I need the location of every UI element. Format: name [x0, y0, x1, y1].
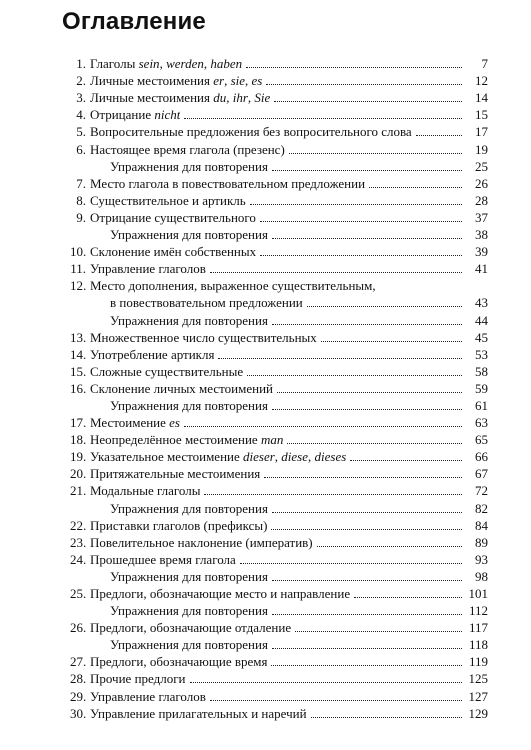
toc-entry[interactable] [70, 259, 488, 276]
toc-entry-page: 125 [468, 671, 488, 687]
toc-entry-title: Упражнения для повторения [110, 637, 268, 653]
toc-entry-page: 39 [475, 244, 488, 260]
toc-entry-title: в повествовательном предложении [110, 295, 303, 311]
dot-leader [190, 682, 462, 683]
toc-entry-page: 93 [475, 551, 488, 567]
dot-leader [272, 170, 462, 171]
toc-entry-page: 118 [468, 637, 488, 653]
toc-entry[interactable] [70, 105, 488, 122]
dot-leader [250, 204, 462, 205]
toc-entry-title: Склонение личных местоимений [90, 380, 273, 396]
dot-leader [295, 631, 462, 632]
toc-entry[interactable] [70, 447, 488, 464]
toc-entry-page: 45 [475, 329, 488, 345]
dot-leader [272, 614, 462, 615]
toc-entry-title: Упражнения для повторения [110, 312, 268, 328]
dot-leader [369, 187, 462, 188]
toc-entry-page: 117 [468, 620, 488, 636]
toc-entry[interactable] [70, 464, 488, 481]
toc-entry[interactable] [70, 139, 488, 156]
toc-entry-number: 9. [76, 209, 86, 225]
toc-entry-number: 2. [76, 73, 86, 89]
dot-leader [260, 255, 462, 256]
toc-entry[interactable] [70, 498, 488, 515]
toc-entry-page: 101 [468, 586, 488, 601]
toc-entry-title: Упражнения для повторения [110, 500, 268, 516]
toc-entry-title: Отрицание nicht [90, 107, 181, 123]
toc-entry-number: 24. [70, 551, 87, 567]
toc-entry-title: Место дополнения, выраженное существительным, [90, 278, 376, 294]
dot-leader [311, 717, 462, 718]
toc-entry-number: 21. [70, 483, 87, 499]
toc-entry-page: 63 [475, 415, 488, 431]
toc-entry-page: 65 [475, 432, 488, 448]
toc-entry-title: Употребление артикля [90, 346, 215, 362]
toc-entry-page: 119 [468, 654, 488, 670]
toc-entry-number: 29. [70, 688, 87, 704]
toc-entry-number: 8. [76, 192, 86, 208]
toc-entry-page: 38 [475, 227, 488, 243]
toc-entry-number: 25. [70, 586, 87, 601]
toc-entry-page: 66 [475, 449, 488, 465]
toc-entry-title: Приставки глаголов (префиксы) [90, 517, 268, 533]
toc-entry-page: 53 [475, 346, 488, 362]
dot-leader [354, 597, 462, 598]
toc-entry-number: 17. [70, 415, 87, 431]
toc-entry-number: 26. [70, 620, 87, 636]
toc-entry[interactable] [70, 686, 488, 703]
dot-leader [272, 580, 462, 581]
toc-entry[interactable] [70, 584, 488, 601]
toc-entry-number: 6. [76, 141, 86, 157]
toc-entry-title: Притяжательные местоимения [90, 466, 261, 482]
toc-entry[interactable] [70, 430, 488, 447]
toc-entry-title: Предлоги, обозначающие время [90, 654, 268, 670]
toc-entry[interactable] [70, 533, 488, 550]
toc-entry[interactable] [70, 362, 488, 379]
toc-entry-number: 22. [70, 517, 87, 533]
dot-leader [247, 375, 462, 376]
toc-entry-title: Прочие предлоги [90, 671, 186, 687]
dot-leader [272, 324, 462, 325]
toc-entry-page: 43 [475, 295, 488, 311]
toc-entry-number: 13. [70, 329, 87, 345]
toc-entry-title: Личные местоимения du, ihr, Sie [90, 90, 271, 106]
toc-entry-title: Склонение имён собственных [90, 244, 257, 260]
toc-entry-number: 1. [76, 56, 86, 72]
toc-entry-title: Предлоги, обозначающие место и направление [90, 586, 351, 601]
toc-entry[interactable] [70, 328, 488, 345]
toc-entry[interactable] [70, 601, 488, 618]
toc-entry-title: Прошедшее время глагола [90, 551, 236, 567]
toc-entry[interactable] [70, 293, 488, 310]
toc-entry-title: Управление глаголов [90, 261, 206, 277]
toc-entry-title: Упражнения для повторения [110, 158, 268, 174]
toc-entry[interactable] [70, 242, 488, 259]
toc-entry-title: Глаголы sein, werden, haben [90, 56, 243, 72]
toc-entry-number: 19. [70, 449, 87, 465]
toc-entry-page: 37 [475, 209, 488, 225]
toc-entry[interactable] [70, 276, 488, 293]
dot-leader [210, 700, 462, 701]
toc-entry-title: Управление глаголов [90, 688, 206, 704]
toc-entry[interactable] [70, 567, 488, 584]
dot-leader [277, 392, 462, 393]
toc-entry-number: 30. [70, 705, 87, 721]
dot-leader [260, 221, 462, 222]
toc-entry[interactable] [70, 379, 488, 396]
toc-entry-number: 11. [70, 261, 86, 277]
toc-entry-page: 67 [475, 466, 488, 482]
toc-entry-page: 19 [475, 141, 488, 157]
toc-entry[interactable] [70, 481, 488, 498]
toc-entry-title: Указательное местоимение dieser, diese, dieses [90, 449, 347, 465]
toc-entry[interactable] [70, 88, 488, 105]
toc-entry-page: 127 [468, 688, 488, 704]
dot-leader [307, 306, 462, 307]
dot-leader [287, 443, 462, 444]
toc-entry[interactable] [70, 704, 488, 721]
dot-leader [246, 67, 462, 68]
toc-entry-title: Модальные глаголы [90, 483, 201, 499]
toc-entry-number: 16. [70, 380, 87, 396]
toc-entry-page: 25 [475, 158, 488, 174]
toc-entry[interactable] [70, 208, 488, 225]
toc-entry-page: 129 [468, 705, 488, 721]
toc-entry-number: 27. [70, 654, 87, 670]
toc-entry-page: 59 [475, 380, 488, 396]
dot-leader [184, 426, 462, 427]
dot-leader [289, 153, 462, 154]
toc-entry-title: Место глагола в повествовательном предложении [90, 175, 366, 191]
dot-leader [271, 665, 462, 666]
toc-entry-title: Неопределённое местоимение man [90, 432, 284, 448]
toc-entry-title: Упражнения для повторения [110, 397, 268, 413]
dot-leader [204, 494, 462, 495]
dot-leader [271, 529, 462, 530]
toc-entry-title: Существительное и артикль [90, 192, 246, 208]
toc-entry-page: 112 [468, 603, 488, 619]
page-title: Оглавление [62, 8, 206, 35]
toc-entry[interactable] [70, 174, 488, 191]
toc-entry-number: 3. [76, 90, 86, 106]
dot-leader [350, 460, 462, 461]
toc-entry-page: 98 [475, 568, 488, 584]
toc-entry-title: Множественное число существительных [90, 329, 317, 345]
toc-entry-title: Управление прилагательных и наречий [90, 705, 307, 721]
toc-entry[interactable] [70, 396, 488, 413]
toc-entry-page: 17 [475, 124, 488, 140]
toc-entry[interactable] [70, 669, 488, 686]
toc-entry-page: 28 [475, 192, 488, 208]
toc-entry-page: 61 [475, 397, 488, 413]
toc-entry-number: 7. [76, 175, 86, 191]
toc-entry[interactable] [70, 550, 488, 567]
toc-entry-number: 10. [70, 244, 87, 260]
toc-entry-title: Упражнения для повторения [110, 568, 268, 584]
toc-entry-number: 5. [76, 124, 86, 140]
toc-entry-page: 15 [475, 107, 488, 123]
toc-entry-title: Упражнения для повторения [110, 603, 268, 619]
toc-entry-title: Вопросительные предложения без вопросительного слова [90, 124, 412, 140]
toc-entry-page: 26 [475, 175, 488, 191]
toc-entry[interactable] [70, 191, 488, 208]
toc-entry[interactable] [70, 54, 488, 71]
toc-entry-number: 28. [70, 671, 87, 687]
table-of-contents [70, 54, 488, 721]
toc-entry[interactable] [70, 157, 488, 174]
toc-entry-number: 4. [76, 107, 86, 123]
toc-entry-page: 82 [475, 500, 488, 516]
dot-leader [218, 358, 462, 359]
toc-entry-page: 72 [475, 483, 488, 499]
toc-entry-title: Предлоги, обозначающие отдаление [90, 620, 292, 636]
toc-entry-title: Личные местоимения er, sie, es [90, 73, 263, 89]
dot-leader [272, 409, 462, 410]
toc-entry[interactable] [70, 413, 488, 430]
toc-entry-page: 89 [475, 534, 488, 550]
toc-entry-page: 41 [475, 261, 488, 277]
toc-entry-page: 58 [475, 363, 488, 379]
toc-entry-page: 12 [475, 73, 488, 89]
toc-entry-title: Местоимение es [90, 415, 180, 431]
toc-entry-page: 7 [481, 56, 488, 72]
toc-entry[interactable] [70, 345, 488, 362]
dot-leader [272, 238, 462, 239]
toc-entry-page: 14 [475, 90, 488, 106]
toc-entry-number: 20. [70, 466, 87, 482]
dot-leader [272, 512, 462, 513]
toc-entry[interactable] [70, 618, 488, 635]
toc-entry[interactable] [70, 516, 488, 533]
toc-entry[interactable] [70, 310, 488, 327]
toc-entry[interactable] [70, 225, 488, 242]
dot-leader [264, 477, 462, 478]
toc-entry-page: 84 [475, 517, 488, 533]
toc-entry[interactable] [70, 122, 488, 139]
toc-entry[interactable] [70, 652, 488, 669]
dot-leader [321, 341, 462, 342]
dot-leader [184, 118, 462, 119]
toc-entry-title: Сложные существительные [90, 363, 244, 379]
dot-leader [416, 135, 462, 136]
toc-entry-number: 18. [70, 432, 87, 448]
dot-leader [266, 84, 462, 85]
dot-leader [317, 546, 462, 547]
toc-entry[interactable] [70, 635, 488, 652]
toc-entry-number: 12. [70, 278, 87, 294]
toc-entry-title: Повелительное наклонение (императив) [90, 534, 313, 550]
toc-entry-title: Отрицание существительного [90, 209, 256, 225]
toc-entry-number: 14. [70, 346, 87, 362]
toc-entry-page: 44 [475, 312, 488, 328]
toc-entry-title: Настоящее время глагола (презенс) [90, 141, 285, 157]
toc-entry-number: 15. [70, 363, 87, 379]
dot-leader [210, 272, 462, 273]
dot-leader [240, 563, 462, 564]
dot-leader [272, 648, 462, 649]
toc-entry[interactable] [70, 71, 488, 88]
dot-leader [274, 101, 462, 102]
toc-entry-number: 23. [70, 534, 87, 550]
toc-entry-title: Упражнения для повторения [110, 227, 268, 243]
